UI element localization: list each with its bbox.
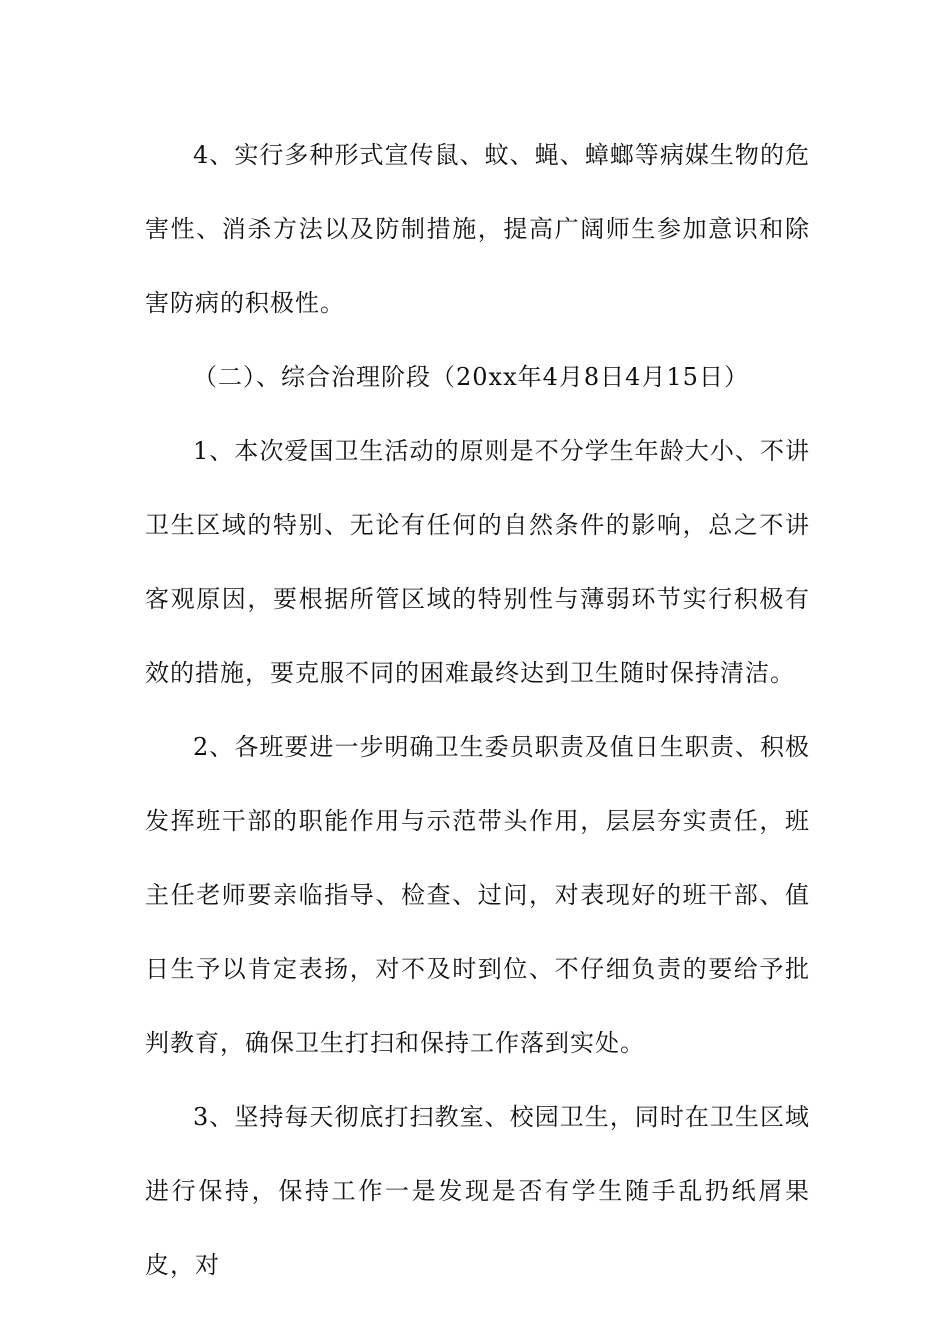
paragraph-item-4-publicity: 4、实行多种形式宣传鼠、蚊、蝇、蟑螂等病媒生物的危害性、消杀方法以及防制措施，提高广阔师生参加意识和除害防病的积极性。 [145, 141, 810, 317]
paragraph-item-3-daily-cleaning: 3、坚持每天彻底打扫教室、校园卫生，同时在卫生区域进行保持，保持工作一是发现是否有学生随手乱扔纸屑果皮，对 [145, 1103, 810, 1279]
paragraph-item-2-class-duties: 2、各班要进一步明确卫生委员职责及值日生职责、积极发挥班干部的职能作用与示范带头作用，层层夯实责任，班主任老师要亲临指导、检查、过问，对表现好的班干部、值日生予以肯定表扬，对不及时到位、不仔细负责的要给予批判教育，确保卫生打扫和保持工作落到实处。 [145, 733, 810, 1057]
paragraph-item-1-principle: 1、本次爱国卫生活动的原则是不分学生年龄大小、不讲卫生区域的特别、无论有任何的自然条件的影响，总之不讲客观原因，要根据所管区域的特别性与薄弱环节实行积极有效的措施，要克服不同的困难最终达到卫生随时保持清洁。 [145, 437, 810, 687]
section-heading-comprehensive-treatment: （二）、综合治理阶段（20xx年4月8日4月15日） [193, 363, 749, 391]
